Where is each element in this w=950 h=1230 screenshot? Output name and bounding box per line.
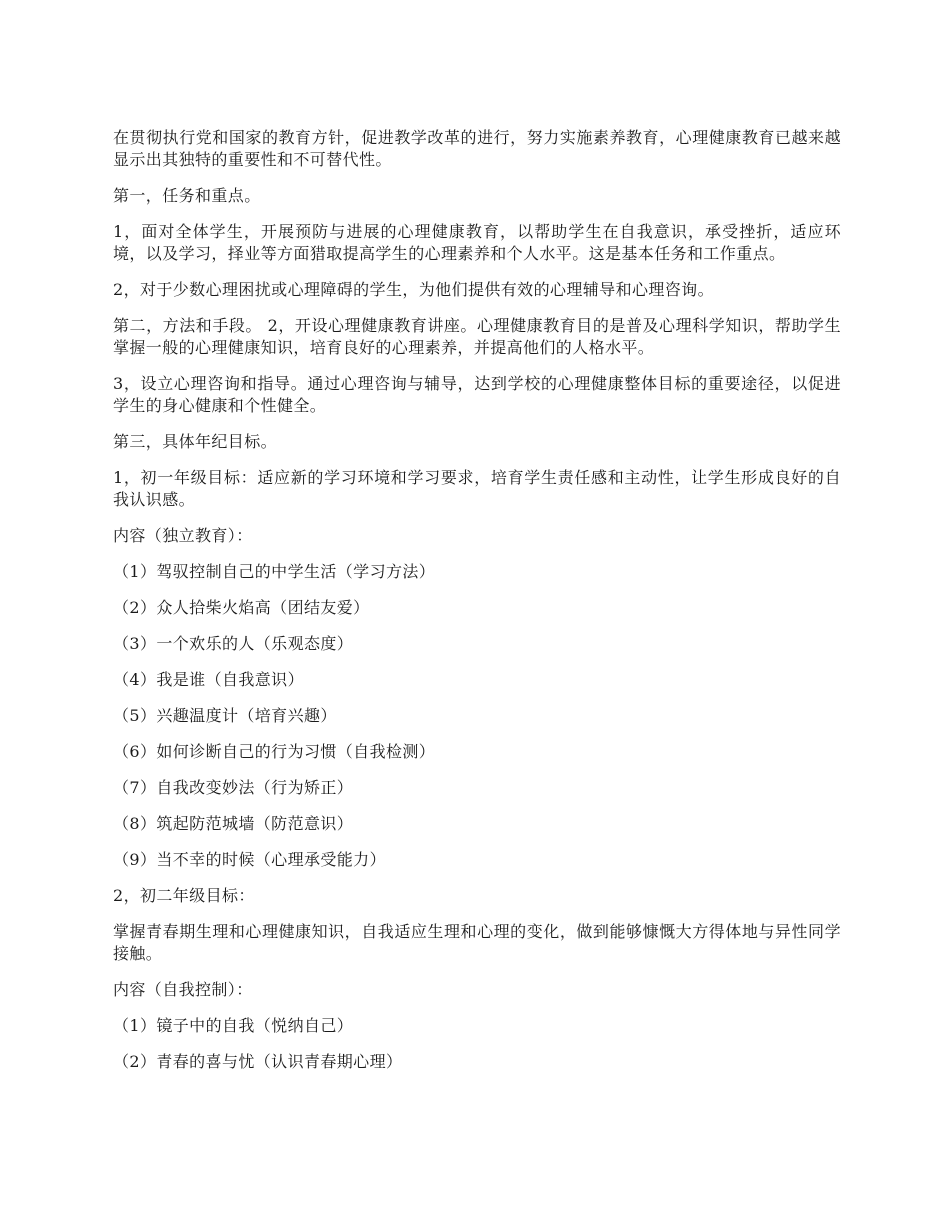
grade-2-goal: 掌握青春期生理和心理健康知识，自我适应生理和心理的变化，做到能够慷慨大方得体地与异性同学接触。 <box>113 922 841 963</box>
list-item: （4）我是谁（自我意识） <box>113 670 304 689</box>
section-heading-grade-goals: 第三，具体年纪目标。 <box>113 432 278 451</box>
list-item: （6）如何诊断自己的行为习惯（自我检测） <box>113 742 436 761</box>
list-item: （9）当不幸的时候（心理承受能力） <box>113 850 386 869</box>
list-item: （1）镜子中的自我（悦纳自己） <box>113 1016 354 1035</box>
task-item-2: 2，对于少数心理困扰或心理障碍的学生，为他们提供有效的心理辅导和心理咨询。 <box>113 280 714 299</box>
document-body <box>113 127 841 1087</box>
list-item: （7）自我改变妙法（行为矫正） <box>113 778 354 797</box>
list-item: （8）筑起防范城墙（防范意识） <box>113 814 354 833</box>
method-item-3: 3，设立心理咨询和指导。通过心理咨询与辅导，达到学校的心理健康整体目标的重要途径，以促进学生的身心健康和个性健全。 <box>113 374 841 415</box>
list-item: （2）青春的喜与忧（认识青春期心理） <box>113 1052 403 1071</box>
task-item-1: 1，面对全体学生，开展预防与进展的心理健康教育，以帮助学生在自我意识，承受挫折，适应环境，以及学习，择业等方面猎取提高学生的心理素养和个人水平。这是基本任务和工作重点。 <box>113 222 841 263</box>
intro-paragraph: 在贯彻执行党和国家的教育方针，促进教学改革的进行，努力实施素养教育，心理健康教育已越来越显示出其独特的重要性和不可替代性。 <box>113 128 841 169</box>
list-item: （2）众人拾柴火焰高（团结友爱） <box>113 598 370 617</box>
grade-2-content-heading: 内容（自我控制）： <box>113 980 253 999</box>
grade-2-goal-heading: 2，初二年级目标： <box>113 886 255 905</box>
grade-1-goal: 1，初一年级目标：适应新的学习环境和学习要求，培育学生责任感和主动性，让学生形成良好的自我认识感。 <box>113 468 841 509</box>
list-item: （5）兴趣温度计（培育兴趣） <box>113 706 337 725</box>
section-heading-tasks: 第一，任务和重点。 <box>113 186 261 205</box>
grade-1-content-heading: 内容（独立教育）： <box>113 526 253 545</box>
list-item: （1）驾驭控制自己的中学生活（学习方法） <box>113 562 436 581</box>
list-item: （3）一个欢乐的人（乐观态度） <box>113 634 354 653</box>
section-heading-methods: 第二，方法和手段。 2，开设心理健康教育讲座。心理健康教育目的是普及心理科学知识，帮助学生掌握一般的心理健康知识，培育良好的心理素养，并提高他们的人格水平。 <box>113 316 841 357</box>
